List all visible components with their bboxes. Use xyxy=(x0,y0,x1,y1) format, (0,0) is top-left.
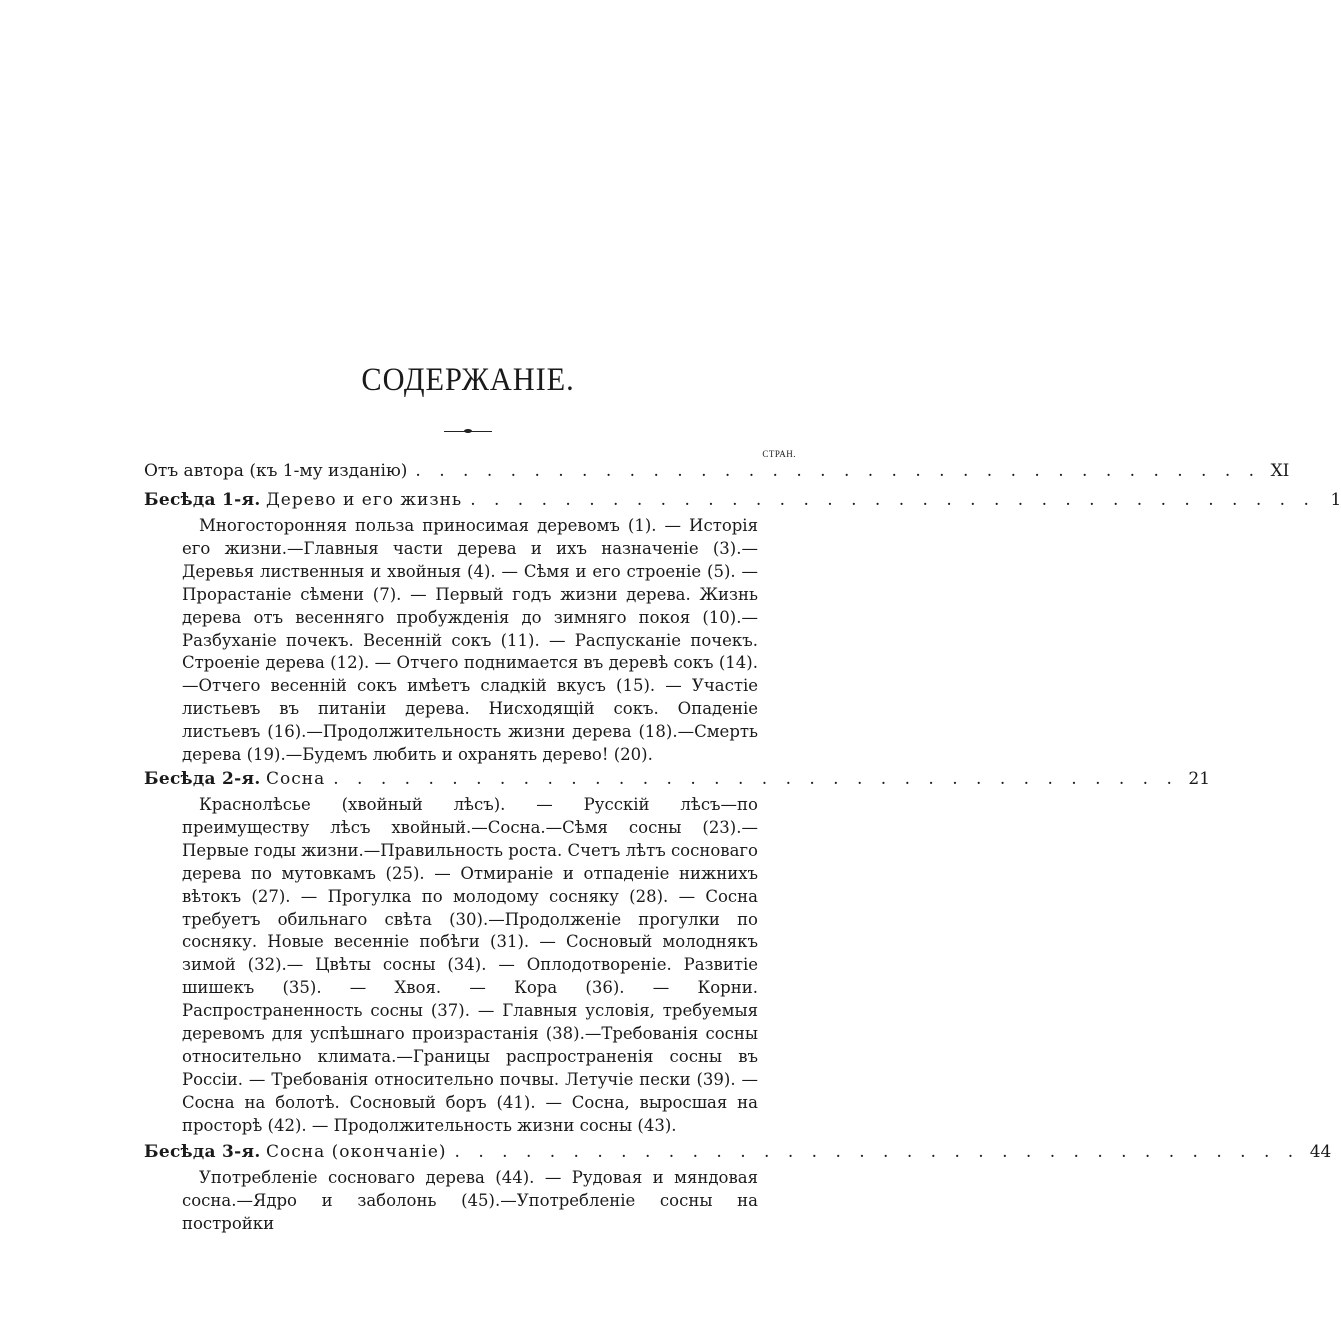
leader-dots: . . . . . . . . . . . . . . . . . . . . . . . . . . . . . . . . . . . . xyxy=(470,490,1316,510)
toc-entry-preface[interactable] xyxy=(144,459,1290,483)
toc-entry-page: 21 xyxy=(1188,769,1211,789)
toc-entry-label: Бесѣда 3-я. xyxy=(144,1142,261,1162)
toc-entry-label: Бесѣда 2-я. xyxy=(144,769,261,789)
toc-entry-page: 1 xyxy=(1330,490,1341,510)
page-column-header: СТРАН. xyxy=(762,449,796,459)
page-title: СОДЕРЖАНІЕ. xyxy=(361,362,575,398)
toc-entry-title: Бесѣда 3-я. Сосна (окончаніе) xyxy=(144,1142,447,1162)
leader-dots: . . . . . . . . . . . . . . . . . . . . . . . . . . . . . . . . . . . . xyxy=(454,1142,1300,1162)
toc-entry-title: Отъ автора (къ 1-му изданію) xyxy=(144,461,408,481)
toc-entry-summary: Употребленіе сосноваго дерева (44). — Рудовая и мяндовая сосна.—Ядро и заболонь (45).—Употребленіе сосны на постройки xyxy=(182,1168,758,1233)
leader-dots: . . . . . . . . . . . . . . . . . . . . . . . . . . . . . . . . . . . . xyxy=(333,769,1179,789)
toc-entry-chapter-2[interactable] xyxy=(144,767,1211,791)
toc-entry-label: Бесѣда 1-я. xyxy=(144,490,261,510)
toc-entry-chapter-3[interactable] xyxy=(144,1140,1332,1164)
toc-entry-chapter-1[interactable] xyxy=(144,488,1341,512)
leader-dots: . . . . . . . . . . . . . . . . . . . . . . . . . . . . . . . . . . . . xyxy=(415,461,1261,481)
toc-entry-title: Бесѣда 1-я. Дерево и его жизнь xyxy=(144,490,463,510)
toc-entry-title: Бесѣда 2-я. Сосна xyxy=(144,769,326,789)
toc-entry-page: 44 xyxy=(1309,1142,1332,1162)
toc-entry-summary: Краснолѣсье (хвойный лѣсъ). — Русскій лѣсъ—по преимуществу лѣсъ хвойный.—Сосна.—Сѣмя сосны (23).—Первые годы жизни.—Правильность роста. Счетъ лѣтъ сосноваго дерева по мутовкамъ (25). — Отмираніе и отпаденіе нижнихъ вѣтокъ (27). — Прогулка по молодому сосняку (28). — Сосна требуетъ обильнаго свѣта (30).—Продолженіе прогулки по сосняку. Новые весенніе побѣги (31). — Сосновый молоднякъ зимой (32).— Цвѣты сосны (34). — Оплодотвореніе. Развитіе шишекъ (35). — Хвоя. — Кора (36). — Корни. Распространенность сосны (37). — Главныя условія, требуемыя деревомъ для успѣшнаго произрастанія (38).—Требованія сосны относительно климата.—Границы распространенія сосны въ Россіи. — Требованія относительно почвы. Летучіе пески (39). — Сосна на болотѣ. Сосновый боръ (41). — Сосна, выросшая на просторѣ (42). — Продолжительность жизни сосны (43). xyxy=(182,795,758,1135)
title-divider xyxy=(444,431,492,432)
toc-entry-page: XI xyxy=(1270,461,1290,481)
toc-entry-summary: Многосторонняя польза приносимая деревомъ (1). — Исторія его жизни.—Главныя части дерева и ихъ назначеніе (3).—Деревья лиственныя и хвойныя (4). — Сѣмя и его строеніе (5). — Прорастаніе сѣмени (7). — Первый годъ жизни дерева. Жизнь дерева отъ весенняго пробужденія до зимняго покоя (10).— Разбуханіе почекъ. Весенній сокъ (11). — Распусканіе почекъ. Строеніе дерева (12). — Отчего поднимается въ деревѣ сокъ (14).—Отчего весенній сокъ имѣетъ сладкій вкусъ (15). — Участіе листьевъ въ питаніи дерева. Нисходящій сокъ. Опаденіе листьевъ (16).—Продолжительность жизни дерева (18).—Смерть дерева (19).—Будемъ любить и охранять дерево! (20). xyxy=(182,516,758,765)
